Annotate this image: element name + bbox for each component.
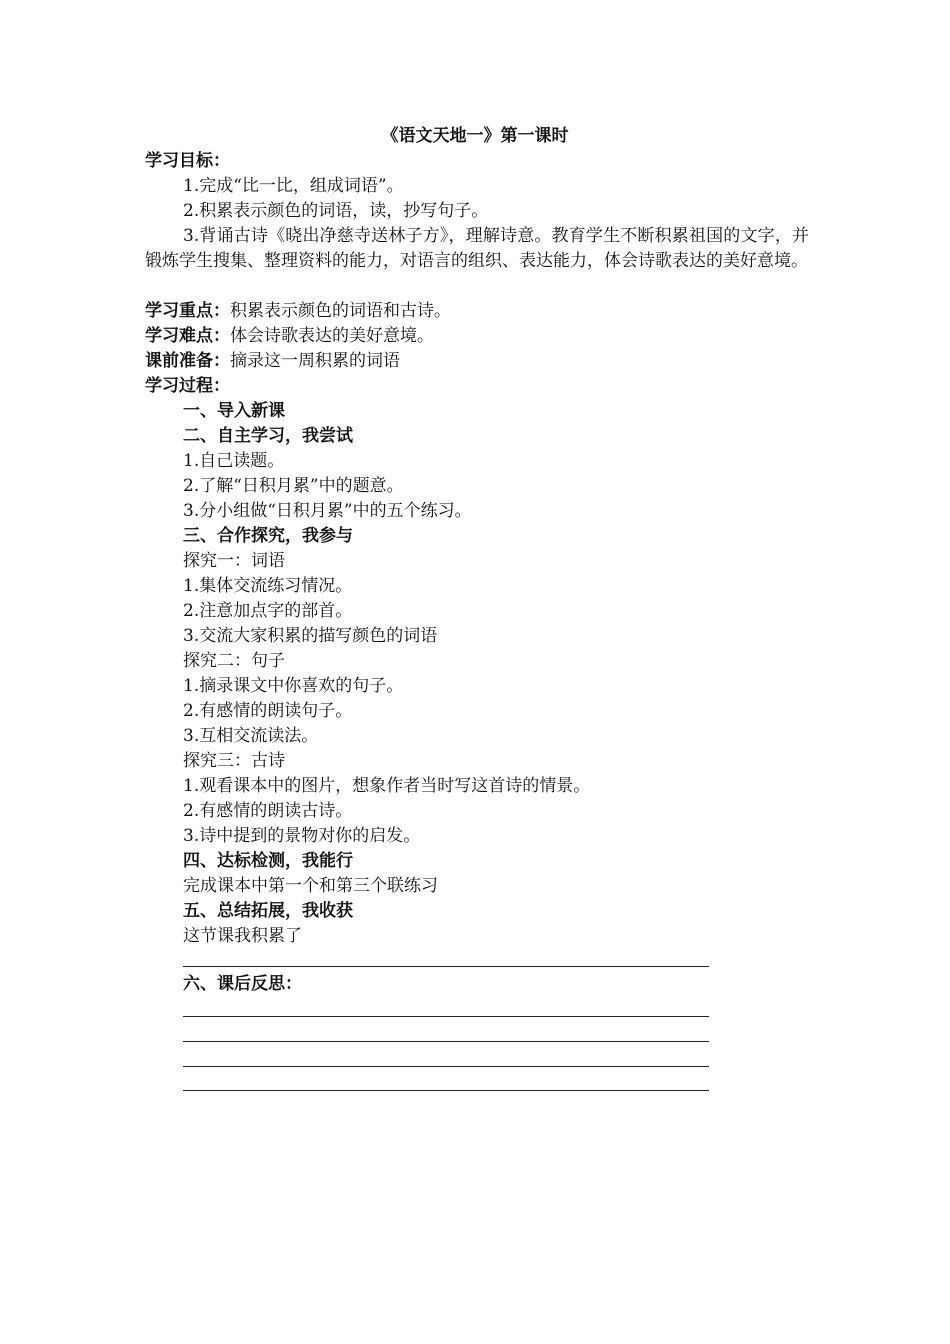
preparation <box>145 349 400 374</box>
explore-heading: 探究三：古诗 <box>183 751 285 771</box>
section-text: 这节课我积累了 <box>183 926 302 946</box>
section-heading: 三、合作探究，我参与 <box>183 526 353 546</box>
section-heading: 六、课后反思： <box>183 974 302 994</box>
blank-line <box>183 1066 709 1067</box>
key-point-text: 积累表示颜色的词语和古诗。 <box>230 301 451 321</box>
section-heading: 五、总结拓展，我收获 <box>183 901 353 921</box>
blank-line <box>183 1041 709 1042</box>
difficulty-label: 学习难点： <box>145 326 230 346</box>
section-heading: 一、导入新课 <box>183 401 285 421</box>
list-item: 1.摘录课文中你喜欢的句子。 <box>183 676 404 696</box>
list-item: 3.分小组做“日积月累”中的五个练习。 <box>183 501 472 521</box>
list-item: 2.有感情的朗读句子。 <box>183 701 353 721</box>
blank-line <box>183 1016 709 1017</box>
preparation-text: 摘录这一周积累的词语 <box>230 351 400 371</box>
explore-heading: 探究一：词语 <box>183 551 285 571</box>
blank-line <box>183 1090 709 1091</box>
key-point-label: 学习重点： <box>145 301 230 321</box>
blank-line <box>183 966 709 967</box>
key-point <box>145 299 451 324</box>
objectives-label: 学习目标： <box>145 151 230 171</box>
list-item: 1.自己读题。 <box>183 451 285 471</box>
list-item: 3.诗中提到的景物对你的启发。 <box>183 826 421 846</box>
preparation-label: 课前准备： <box>145 351 230 371</box>
list-item: 3.交流大家积累的描写颜色的词语 <box>183 626 438 646</box>
explore-heading: 探究二：句子 <box>183 651 285 671</box>
list-item: 1.集体交流练习情况。 <box>183 576 353 596</box>
list-item: 3.互相交流读法。 <box>183 726 319 746</box>
objective-item: 1.完成“比一比，组成词语”。 <box>183 176 404 196</box>
document-title: 《语文天地一》第一课时 <box>381 126 569 146</box>
objective-item: 2.积累表示颜色的词语，读，抄写句子。 <box>183 201 489 221</box>
section-text: 完成课本中第一个和第三个联练习 <box>183 876 438 896</box>
list-item: 2.注意加点字的部首。 <box>183 601 353 621</box>
section-heading: 四、达标检测，我能行 <box>183 851 353 871</box>
objective-item-3: 3.背诵古诗《晓出净慈寺送林子方》，理解诗意。教育学生不断积累祖国的文字，并锻炼学生搜集、整理资料的能力，对语言的组织、表达能力，体会诗歌表达的美好意境。 <box>145 226 809 271</box>
section-heading: 二、自主学习，我尝试 <box>183 426 353 446</box>
list-item: 2.有感情的朗读古诗。 <box>183 801 353 821</box>
list-item: 2.了解“日积月累”中的题意。 <box>183 476 404 496</box>
list-item: 1.观看课本中的图片，想象作者当时写这首诗的情景。 <box>183 776 591 796</box>
difficulty <box>145 324 434 349</box>
process-label: 学习过程： <box>145 376 230 396</box>
difficulty-text: 体会诗歌表达的美好意境。 <box>230 326 434 346</box>
